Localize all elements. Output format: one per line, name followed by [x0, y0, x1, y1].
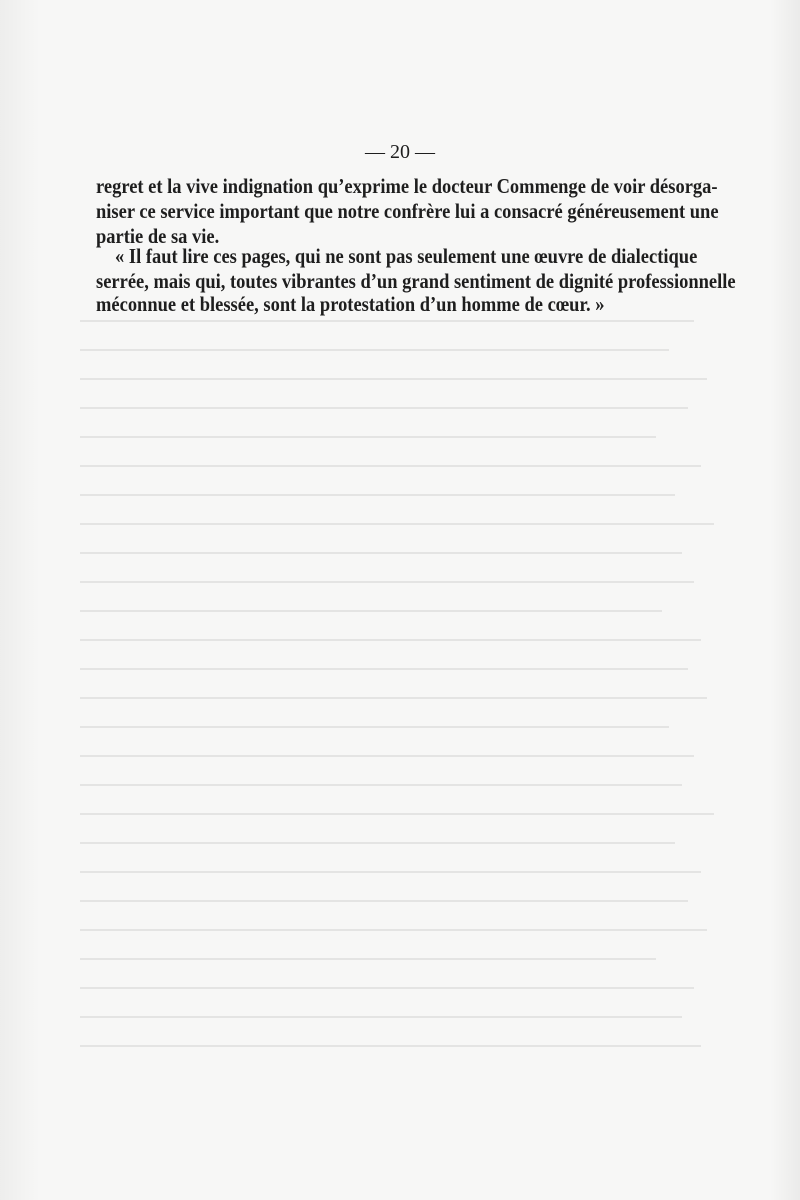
- bleed-through-shadow: [80, 320, 720, 1120]
- body-line: niser ce service important que notre confrère lui a consacré généreusement une: [96, 199, 719, 223]
- body-line: regret et la vive indignation qu’exprime le docteur Commenge de voir désorga-: [96, 174, 718, 198]
- quote-line: « Il faut lire ces pages, qui ne sont pas seulement une œuvre de dialectique: [115, 244, 698, 268]
- body-line: partie de sa vie.: [96, 224, 220, 248]
- quote-line: méconnue et blessée, sont la protestation d’un homme de cœur. »: [96, 292, 605, 316]
- quote-line: serrée, mais qui, toutes vibrantes d’un grand sentiment de dignité professionnelle: [96, 269, 736, 293]
- page-number: — 20 —: [365, 141, 435, 163]
